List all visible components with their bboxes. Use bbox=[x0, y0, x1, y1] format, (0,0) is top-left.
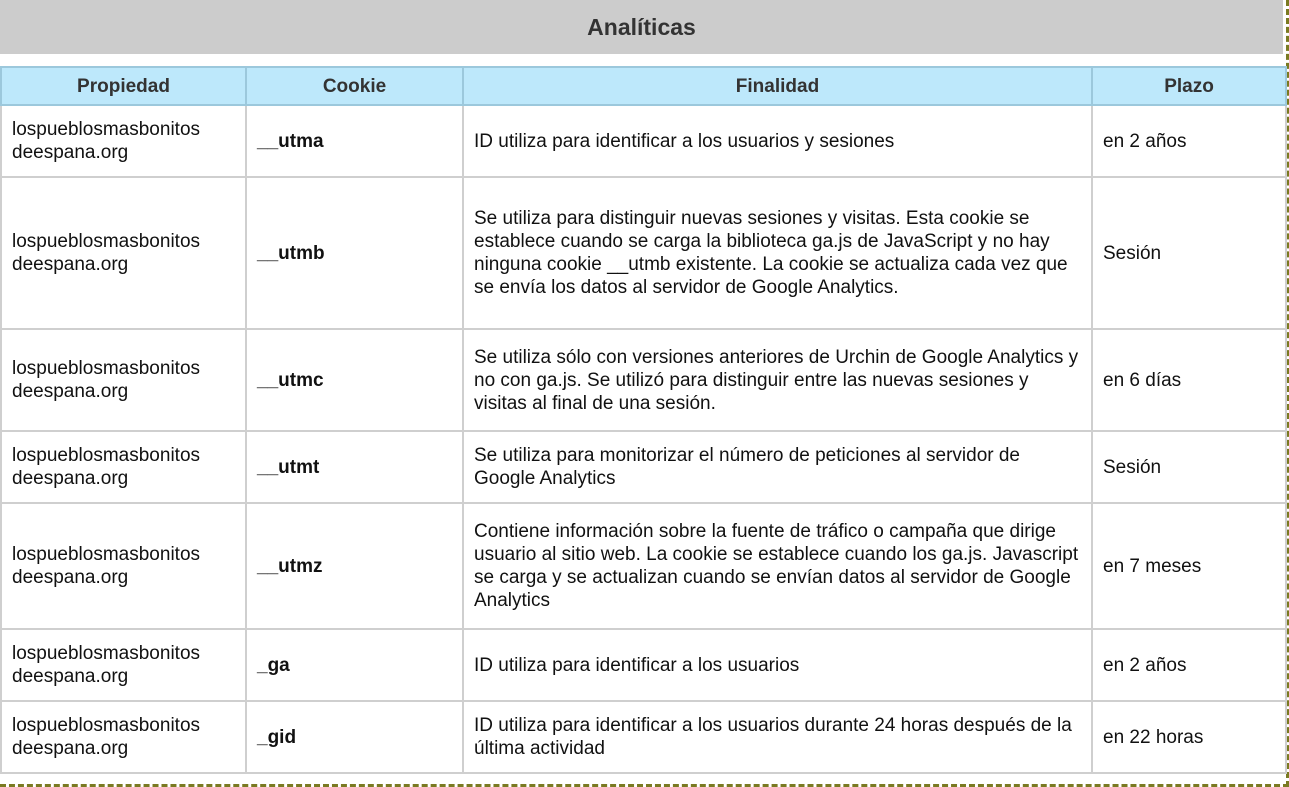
header-term: Plazo bbox=[1092, 67, 1286, 105]
cell-cookie: __utmt bbox=[246, 431, 463, 503]
cell-cookie: __utmz bbox=[246, 503, 463, 629]
cell-purpose: Se utiliza para monitorizar el número de peticiones al servidor de Google Analytics bbox=[463, 431, 1092, 503]
section-title: Analíticas bbox=[0, 0, 1283, 54]
table-row bbox=[1, 629, 1286, 701]
header-purpose: Finalidad bbox=[463, 67, 1092, 105]
header-cookie: Cookie bbox=[246, 67, 463, 105]
cell-term: en 2 años bbox=[1092, 105, 1286, 177]
cell-property: lospueblosmasbonitos deespana.org bbox=[1, 105, 246, 177]
cell-property: lospueblosmasbonitos deespana.org bbox=[1, 329, 246, 431]
cell-term: en 2 años bbox=[1092, 629, 1286, 701]
cell-term: Sesión bbox=[1092, 431, 1286, 503]
cookies-table bbox=[0, 66, 1287, 774]
table-row bbox=[1, 177, 1286, 329]
cell-property: lospueblosmasbonitos deespana.org bbox=[1, 701, 246, 773]
cell-term: en 7 meses bbox=[1092, 503, 1286, 629]
cell-purpose: ID utiliza para identificar a los usuarios y sesiones bbox=[463, 105, 1092, 177]
table-row bbox=[1, 503, 1286, 629]
cell-property: lospueblosmasbonitos deespana.org bbox=[1, 431, 246, 503]
cell-purpose: ID utiliza para identificar a los usuarios bbox=[463, 629, 1092, 701]
table-row bbox=[1, 431, 1286, 503]
cell-term: Sesión bbox=[1092, 177, 1286, 329]
table-row bbox=[1, 329, 1286, 431]
cell-purpose: ID utiliza para identificar a los usuarios durante 24 horas después de la última actividad bbox=[463, 701, 1092, 773]
cell-cookie: _ga bbox=[246, 629, 463, 701]
cell-term: en 22 horas bbox=[1092, 701, 1286, 773]
cell-cookie: __utma bbox=[246, 105, 463, 177]
cell-property: lospueblosmasbonitos deespana.org bbox=[1, 503, 246, 629]
cell-cookie: __utmc bbox=[246, 329, 463, 431]
cell-cookie: _gid bbox=[246, 701, 463, 773]
cell-cookie: __utmb bbox=[246, 177, 463, 329]
cell-term: en 6 días bbox=[1092, 329, 1286, 431]
table-row bbox=[1, 105, 1286, 177]
cell-property: lospueblosmasbonitos deespana.org bbox=[1, 177, 246, 329]
cell-purpose: Se utiliza sólo con versiones anteriores de Urchin de Google Analytics y no con ga.js. Se utilizó para distinguir entre las nuevas sesiones y visitas al final de una sesión. bbox=[463, 329, 1092, 431]
table-header-row bbox=[1, 67, 1286, 105]
cell-purpose: Se utiliza para distinguir nuevas sesiones y visitas. Esta cookie se establece cuando se carga la biblioteca ga.js de JavaScript y no hay ninguna cookie __utmb existente. La cookie se actualiza cada vez que se envía los datos al servidor de Google Analytics. bbox=[463, 177, 1092, 329]
header-property: Propiedad bbox=[1, 67, 246, 105]
table-row bbox=[1, 701, 1286, 773]
cell-property: lospueblosmasbonitos deespana.org bbox=[1, 629, 246, 701]
cell-purpose: Contiene información sobre la fuente de tráfico o campaña que dirige usuario al sitio web. La cookie se establece cuando los ga.js. Javascript se carga y se actualizan cuando se envían datos al servidor de Google Analytics bbox=[463, 503, 1092, 629]
